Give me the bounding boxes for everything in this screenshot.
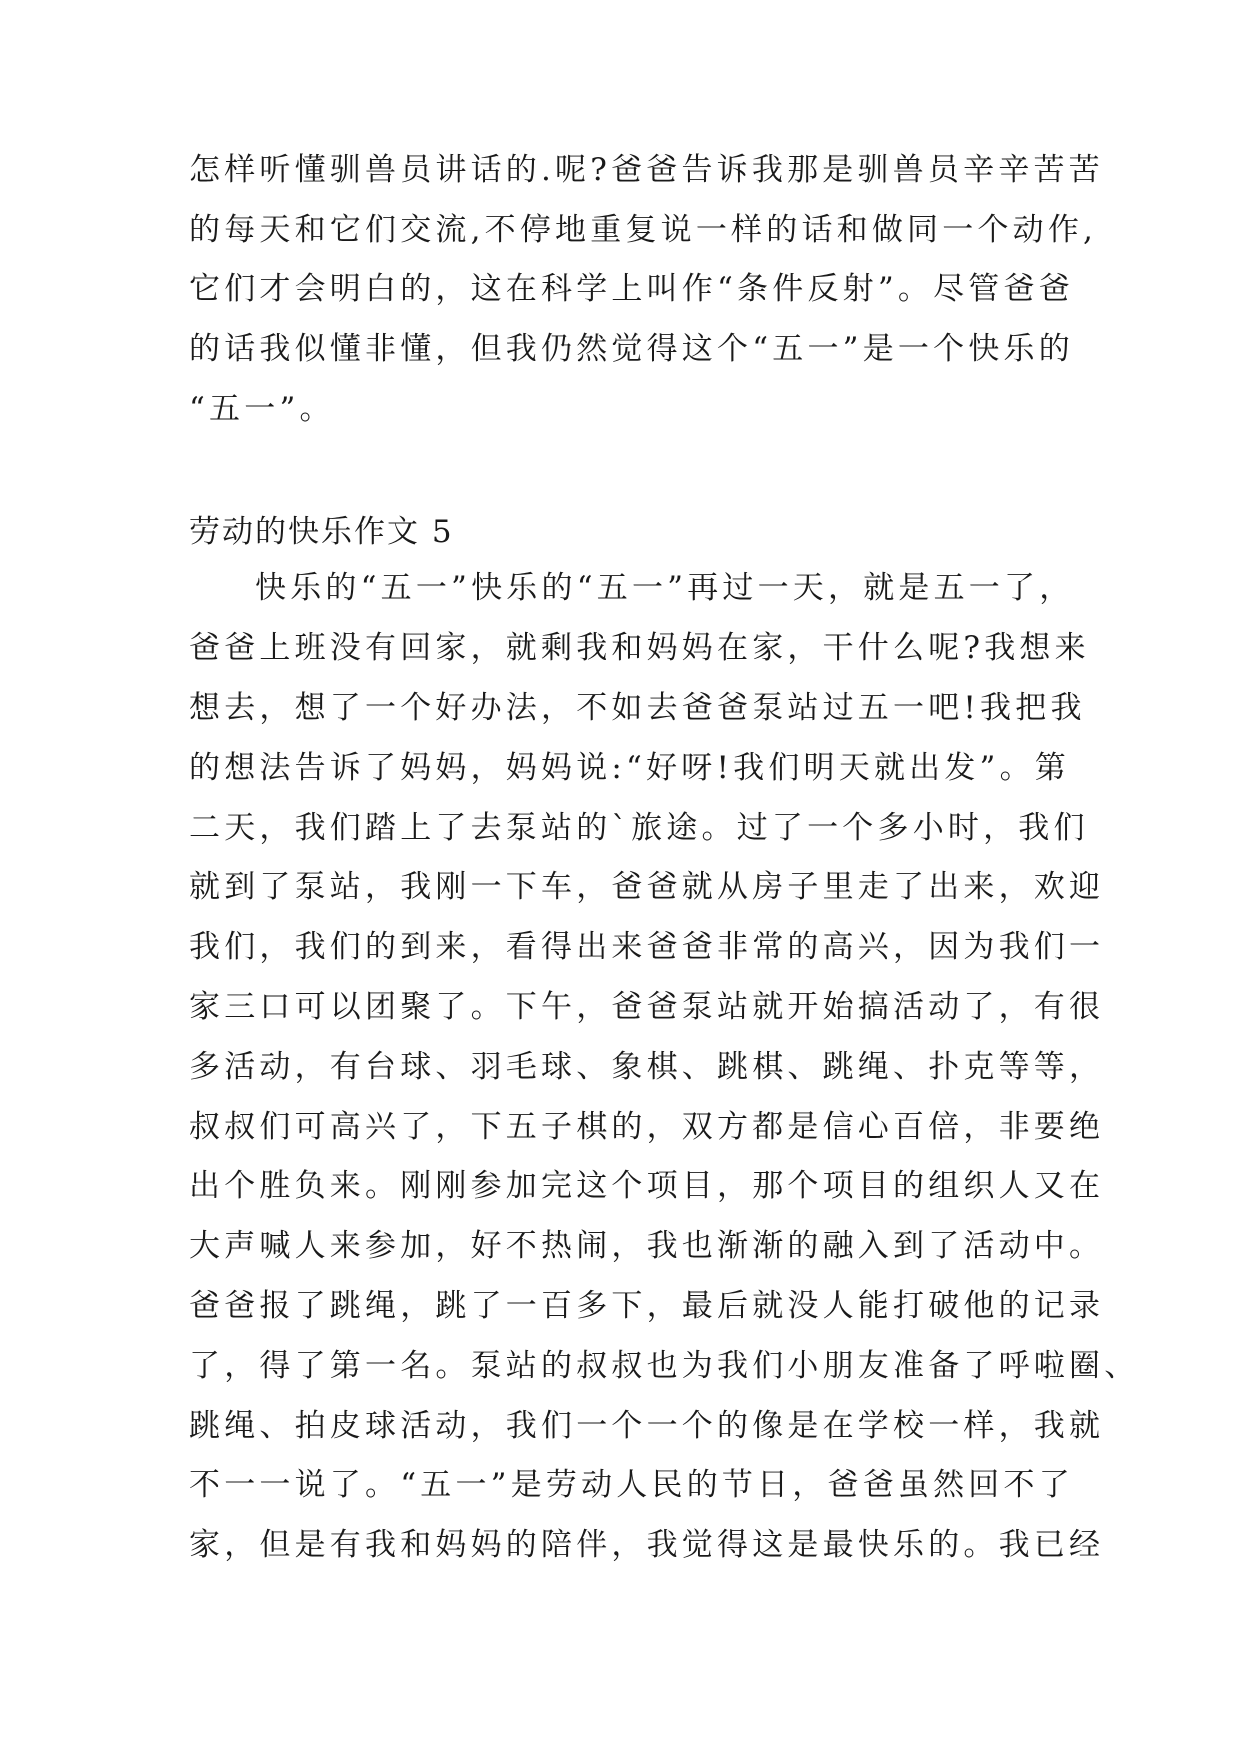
paragraph-line: 爸爸报了跳绳，跳了一百多下，最后就没人能打破他的记录 — [189, 1288, 1105, 1324]
paragraph-line: 不一一说了。“五一”是劳动人民的节日，爸爸虽然回不了 — [189, 1467, 1074, 1503]
paragraph-line: 二天，我们踏上了去泵站的`旅途。过了一个多小时，我们 — [189, 810, 1089, 846]
paragraph-line: 的想法告诉了妈妈，妈妈说:“好呀!我们明天就出发”。第 — [189, 750, 1070, 786]
paragraph-line: 想去，想了一个好办法，不如去爸爸泵站过五一吧!我把我 — [189, 690, 1086, 726]
paragraph-line: 跳绳、拍皮球活动，我们一个一个的像是在学校一样，我就 — [189, 1408, 1105, 1444]
paragraph-line: 快乐的“五一”快乐的“五一”再过一天，就是五一了， — [255, 570, 1075, 606]
paragraph-line: 我们，我们的到来，看得出来爸爸非常的高兴，因为我们一 — [189, 929, 1105, 965]
paragraph-line: 它们才会明白的，这在科学上叫作“条件反射”。尽管爸爸 — [189, 271, 1074, 307]
paragraph-line: 就到了泵站，我刚一下车，爸爸就从房子里走了出来，欢迎 — [189, 869, 1105, 905]
paragraph-line: 爸爸上班没有回家，就剩我和妈妈在家，干什么呢?我想来 — [189, 630, 1090, 666]
paragraph-line: 怎样听懂驯兽员讲话的.呢?爸爸告诉我那是驯兽员辛辛苦苦 — [189, 152, 1104, 188]
paragraph-line: 大声喊人来参加，好不热闹，我也渐渐的融入到了活动中。 — [189, 1228, 1105, 1264]
paragraph-line: 的话我似懂非懂，但我仍然觉得这个“五一”是一个快乐的 — [189, 331, 1074, 367]
paragraph-line: “五一”。 — [189, 391, 335, 427]
paragraph-line: 叔叔们可高兴了，下五子棋的，双方都是信心百倍，非要绝 — [189, 1109, 1105, 1145]
paragraph-line: 出个胜负来。刚刚参加完这个项目，那个项目的组织人又在 — [189, 1168, 1105, 1204]
paragraph-line: 家，但是有我和妈妈的陪伴，我觉得这是最快乐的。我已经 — [189, 1527, 1105, 1563]
paragraph-line: 家三口可以团聚了。下午，爸爸泵站就开始搞活动了，有很 — [189, 989, 1105, 1025]
paragraph-line: 了，得了第一名。泵站的叔叔也为我们小朋友准备了呼啦圈、 — [189, 1348, 1140, 1384]
paragraph-line: 的每天和它们交流,不停地重复说一样的话和做同一个动作, — [189, 212, 1098, 248]
section-title: 劳动的快乐作文 5 — [189, 514, 454, 550]
paragraph-line: 多活动，有台球、羽毛球、象棋、跳棋、跳绳、扑克等等， — [189, 1049, 1105, 1085]
